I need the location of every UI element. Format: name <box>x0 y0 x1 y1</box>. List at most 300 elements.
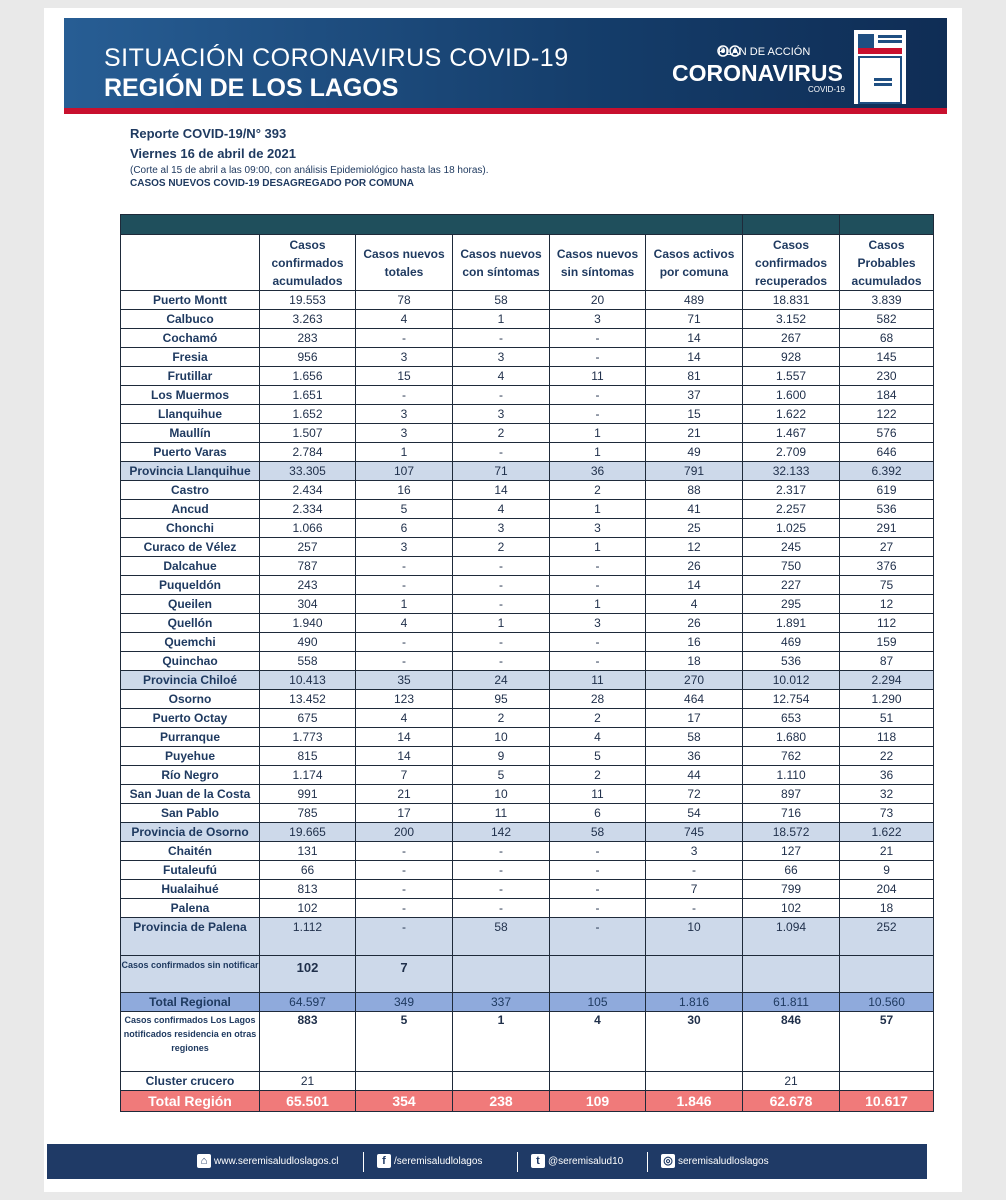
row-label: Provincia de Palena <box>121 918 260 956</box>
table-cell: 102 <box>260 899 356 918</box>
table-cell: 956 <box>260 348 356 367</box>
table-cell: 787 <box>260 557 356 576</box>
header-cell: Casos nuevos totales <box>356 235 453 291</box>
header-banner <box>64 18 947 114</box>
row-label: Provincia de Osorno <box>121 823 260 842</box>
table-cell: 62.678 <box>743 1091 840 1112</box>
table-cell: 16 <box>356 481 453 500</box>
row-label: Río Negro <box>121 766 260 785</box>
table-cell: 7 <box>356 766 453 785</box>
row-label: Total Región <box>121 1091 260 1112</box>
comuna-row <box>121 766 934 785</box>
table-cell: 36 <box>550 462 646 481</box>
row-label: Cluster crucero <box>121 1072 260 1091</box>
table-cell: - <box>550 329 646 348</box>
row-label: San Juan de la Costa <box>121 785 260 804</box>
table-cell: - <box>356 576 453 595</box>
footer-facebook[interactable]: f /seremisaludlolagos <box>377 1154 482 1170</box>
table-cell: 112 <box>840 614 934 633</box>
table-cell <box>743 956 840 993</box>
row-label: Palena <box>121 899 260 918</box>
table-cell: 536 <box>743 652 840 671</box>
table-cell: 66 <box>743 861 840 880</box>
table-cell: 799 <box>743 880 840 899</box>
table-cell: 32.133 <box>743 462 840 481</box>
table-cell: 4 <box>646 595 743 614</box>
table-cell: 68 <box>840 329 934 348</box>
header-cell: Casos nuevos con síntomas <box>453 235 550 291</box>
row-label: Frutillar <box>121 367 260 386</box>
facebook-icon: f <box>377 1154 391 1168</box>
table-cell: 5 <box>550 747 646 766</box>
table-cell: 204 <box>840 880 934 899</box>
table-cell: 1.094 <box>743 918 840 956</box>
table-cell: - <box>356 652 453 671</box>
table-cell: 582 <box>840 310 934 329</box>
table-cell: 270 <box>646 671 743 690</box>
table-cell: 653 <box>743 709 840 728</box>
table-cell: 716 <box>743 804 840 823</box>
table-cell: 267 <box>743 329 840 348</box>
table-cell: 10 <box>453 785 550 804</box>
table-cell: 928 <box>743 348 840 367</box>
table-cell: 2.257 <box>743 500 840 519</box>
comuna-row <box>121 842 934 861</box>
table-cell: 9 <box>453 747 550 766</box>
table-cell: 3.263 <box>260 310 356 329</box>
table-cell: 3 <box>550 310 646 329</box>
table-cell: 7 <box>356 956 453 993</box>
table-cell: 5 <box>356 500 453 519</box>
other-regions-row <box>121 1012 934 1072</box>
table-cell: 3 <box>550 519 646 538</box>
comuna-row <box>121 348 934 367</box>
table-cell: 2 <box>550 709 646 728</box>
header-cell: Casos confirmados recuperados <box>743 235 840 291</box>
table-cell: - <box>356 918 453 956</box>
comuna-row <box>121 633 934 652</box>
table-cell: 464 <box>646 690 743 709</box>
table-cell: 2.784 <box>260 443 356 462</box>
footer-bar <box>47 1144 927 1179</box>
table-cell: 283 <box>260 329 356 348</box>
table-cell: 354 <box>356 1091 453 1112</box>
table-cell: 3 <box>550 614 646 633</box>
table-cell: 536 <box>840 500 934 519</box>
table-cell: 295 <box>743 595 840 614</box>
table-cell: 22 <box>840 747 934 766</box>
comuna-row <box>121 690 934 709</box>
table-cell: 3 <box>453 405 550 424</box>
table-cell: 71 <box>453 462 550 481</box>
footer-instagram[interactable]: ◎ seremisaludloslagos <box>661 1154 769 1170</box>
header-cell: Casos confirmados acumulados <box>260 235 356 291</box>
row-label: Futaleufú <box>121 861 260 880</box>
table-cell: 73 <box>840 804 934 823</box>
table-cell: 12 <box>646 538 743 557</box>
table-cell: 238 <box>453 1091 550 1112</box>
table-cell: 2 <box>453 709 550 728</box>
table-cell: 4 <box>453 500 550 519</box>
table-cell: 991 <box>260 785 356 804</box>
table-cell: 87 <box>840 652 934 671</box>
table-cell: 1.622 <box>743 405 840 424</box>
table-cell: 1 <box>550 595 646 614</box>
table-cell: 2 <box>550 481 646 500</box>
total-region-row <box>121 1091 934 1112</box>
cluster-row <box>121 1072 934 1091</box>
table-cell: - <box>356 899 453 918</box>
comuna-row <box>121 899 934 918</box>
report-date: Viernes 16 de abril de 2021 <box>130 146 296 161</box>
table-cell: 102 <box>743 899 840 918</box>
table-cell: - <box>550 576 646 595</box>
table-cell: 257 <box>260 538 356 557</box>
table-cell: 10 <box>453 728 550 747</box>
table-cell: - <box>453 880 550 899</box>
table-cell: 35 <box>356 671 453 690</box>
table-cell: - <box>453 576 550 595</box>
table-cell: 1.557 <box>743 367 840 386</box>
table-cell: - <box>550 386 646 405</box>
table-cell: - <box>550 861 646 880</box>
table-cell: 11 <box>550 671 646 690</box>
comuna-row <box>121 481 934 500</box>
table-cell: 33.305 <box>260 462 356 481</box>
report-meta <box>130 126 930 189</box>
table-cell: 21 <box>840 842 934 861</box>
table-cell: 6 <box>356 519 453 538</box>
table-cell: 490 <box>260 633 356 652</box>
comuna-row <box>121 367 934 386</box>
comuna-row <box>121 595 934 614</box>
table-cell: 1.174 <box>260 766 356 785</box>
row-label: Hualaihué <box>121 880 260 899</box>
table-cell: - <box>550 405 646 424</box>
table-cell: 1.507 <box>260 424 356 443</box>
table-cell: 28 <box>550 690 646 709</box>
table-cell: 1 <box>453 310 550 329</box>
table-cell: 245 <box>743 538 840 557</box>
table-cell: - <box>453 861 550 880</box>
table-cell: - <box>356 386 453 405</box>
table-cell: 1.467 <box>743 424 840 443</box>
comuna-row <box>121 709 934 728</box>
comuna-row <box>121 652 934 671</box>
table-cell: 36 <box>840 766 934 785</box>
table-cell: 785 <box>260 804 356 823</box>
table-cell: 78 <box>356 291 453 310</box>
table-cell: 619 <box>840 481 934 500</box>
table-cell: - <box>356 329 453 348</box>
table-cell: 26 <box>646 614 743 633</box>
table-cell: 142 <box>453 823 550 842</box>
table-cell: - <box>646 899 743 918</box>
table-cell: 2.334 <box>260 500 356 519</box>
table-cell: 109 <box>550 1091 646 1112</box>
table-cell: 44 <box>646 766 743 785</box>
table-cell: 1 <box>356 595 453 614</box>
table-cell: 846 <box>743 1012 840 1072</box>
table-cell: 3 <box>646 842 743 861</box>
table-cell: 897 <box>743 785 840 804</box>
table-cell: - <box>550 918 646 956</box>
row-label: Llanquihue <box>121 405 260 424</box>
row-label: San Pablo <box>121 804 260 823</box>
table-cell: 118 <box>840 728 934 747</box>
banner-accent-line <box>64 108 947 114</box>
table-cell <box>840 956 934 993</box>
table-cell: 815 <box>260 747 356 766</box>
table-cell: 30 <box>646 1012 743 1072</box>
row-label: Chaitén <box>121 842 260 861</box>
table-cell: 72 <box>646 785 743 804</box>
table-cell: - <box>356 842 453 861</box>
comuna-row <box>121 861 934 880</box>
table-cell: - <box>453 443 550 462</box>
table-cell: - <box>453 329 550 348</box>
row-label: Puerto Octay <box>121 709 260 728</box>
table-cell: 9 <box>840 861 934 880</box>
header-cell: Casos nuevos sin síntomas <box>550 235 646 291</box>
row-label: Puerto Montt <box>121 291 260 310</box>
table-cell: - <box>550 633 646 652</box>
table-cell: 75 <box>840 576 934 595</box>
footer-web[interactable]: ⌂ www.seremisaludloslagos.cl <box>197 1154 339 1170</box>
row-label: Puerto Varas <box>121 443 260 462</box>
table-cell: 1.652 <box>260 405 356 424</box>
report-number: Reporte COVID-19/N° 393 <box>130 126 287 141</box>
table-cell: 750 <box>743 557 840 576</box>
table-cell: 49 <box>646 443 743 462</box>
table-cell: 1 <box>550 538 646 557</box>
table-cell: 58 <box>550 823 646 842</box>
table-cell: 19.553 <box>260 291 356 310</box>
table-cell: 1.651 <box>260 386 356 405</box>
row-label: Castro <box>121 481 260 500</box>
table-cell: 1.025 <box>743 519 840 538</box>
table-cell: 3.839 <box>840 291 934 310</box>
report-page <box>44 8 962 1192</box>
table-cell: 95 <box>453 690 550 709</box>
comuna-row <box>121 424 934 443</box>
row-label: Cochamó <box>121 329 260 348</box>
table-cell: 11 <box>453 804 550 823</box>
comuna-row <box>121 538 934 557</box>
table-cell: 14 <box>646 348 743 367</box>
table-cell: 791 <box>646 462 743 481</box>
province-total-row <box>121 823 934 842</box>
table-cell: 2 <box>453 424 550 443</box>
table-cell: - <box>453 899 550 918</box>
table-cell: 337 <box>453 993 550 1012</box>
brand-title: CORONAVIRUS <box>672 60 843 86</box>
table-cell: 65.501 <box>260 1091 356 1112</box>
table-cell: 2.434 <box>260 481 356 500</box>
banner-title-line1: SITUACIÓN CORONAVIRUS COVID-19 <box>104 44 569 72</box>
table-cell <box>646 956 743 993</box>
table-cell: 10.560 <box>840 993 934 1012</box>
table-cell: 3 <box>356 538 453 557</box>
twitter-icon: t <box>531 1154 545 1168</box>
table-cell: 21 <box>646 424 743 443</box>
table-cell: - <box>550 880 646 899</box>
table-cell: - <box>550 842 646 861</box>
table-cell: 230 <box>840 367 934 386</box>
comuna-row <box>121 614 934 633</box>
row-label: Queilen <box>121 595 260 614</box>
table-cell: - <box>453 595 550 614</box>
table-cell: 6 <box>550 804 646 823</box>
table-cell: 1 <box>453 1012 550 1072</box>
row-label: Quellón <box>121 614 260 633</box>
comuna-row <box>121 557 934 576</box>
table-cell: 1 <box>550 500 646 519</box>
table-cell: 64.597 <box>260 993 356 1012</box>
row-label: Dalcahue <box>121 557 260 576</box>
row-label: Puyehue <box>121 747 260 766</box>
table-cell: 18.831 <box>743 291 840 310</box>
footer-twitter[interactable]: t @seremisalud10 <box>531 1154 623 1170</box>
comuna-row <box>121 880 934 899</box>
table-cell: 145 <box>840 348 934 367</box>
comuna-row <box>121 728 934 747</box>
table-cell: 4 <box>356 310 453 329</box>
table-cell <box>550 956 646 993</box>
table-cell: 14 <box>356 728 453 747</box>
table-cell: 7 <box>646 880 743 899</box>
row-label: Quinchao <box>121 652 260 671</box>
row-label: Casos confirmados sin notificar <box>121 956 260 993</box>
table-cell: - <box>356 557 453 576</box>
table-cell: 15 <box>356 367 453 386</box>
table-cell: 1.066 <box>260 519 356 538</box>
table-cell: 37 <box>646 386 743 405</box>
table-cell: 1.112 <box>260 918 356 956</box>
report-cutoff: (Corte al 15 de abril a las 09:00, con análisis Epidemiológico hasta las 18 horas). <box>130 165 489 176</box>
table-cell: 131 <box>260 842 356 861</box>
row-label: Ancud <box>121 500 260 519</box>
row-label: Fresia <box>121 348 260 367</box>
comuna-row <box>121 329 934 348</box>
table-cell: 41 <box>646 500 743 519</box>
table-cell: 1.816 <box>646 993 743 1012</box>
table-cell: 127 <box>743 842 840 861</box>
comuna-row <box>121 747 934 766</box>
table-cell: 13.452 <box>260 690 356 709</box>
table-cell: 54 <box>646 804 743 823</box>
row-label: Chonchi <box>121 519 260 538</box>
table-cell: 1.290 <box>840 690 934 709</box>
table-cell: 1.773 <box>260 728 356 747</box>
table-cell: 5 <box>356 1012 453 1072</box>
cases-table <box>120 214 934 1112</box>
table-cell: 3 <box>453 348 550 367</box>
table-cell: 25 <box>646 519 743 538</box>
table-cell: 883 <box>260 1012 356 1072</box>
table-cell: 15 <box>646 405 743 424</box>
table-cell: 10 <box>646 918 743 956</box>
table-cell: - <box>453 842 550 861</box>
comuna-row <box>121 785 934 804</box>
comuna-row <box>121 443 934 462</box>
table-cell: 2 <box>550 766 646 785</box>
row-label: Calbuco <box>121 310 260 329</box>
table-cell: 66 <box>260 861 356 880</box>
table-cell: 21 <box>356 785 453 804</box>
table-cell: 122 <box>840 405 934 424</box>
table-cell: 51 <box>840 709 934 728</box>
table-cell: 2.294 <box>840 671 934 690</box>
row-label: Quemchi <box>121 633 260 652</box>
table-cell: 762 <box>743 747 840 766</box>
table-cell: 1 <box>356 443 453 462</box>
table-cell: 71 <box>646 310 743 329</box>
table-cell: 1.110 <box>743 766 840 785</box>
table-cell: 1.600 <box>743 386 840 405</box>
table-cell: - <box>453 633 550 652</box>
row-label: Provincia Chiloé <box>121 671 260 690</box>
comuna-row <box>121 291 934 310</box>
table-cell: 3 <box>453 519 550 538</box>
table-cell: 20 <box>550 291 646 310</box>
table-cell: 3 <box>356 348 453 367</box>
government-seal-logo <box>854 30 906 104</box>
table-cell: 81 <box>646 367 743 386</box>
table-cell: 4 <box>356 614 453 633</box>
table-cell: 227 <box>743 576 840 595</box>
table-cell: 21 <box>743 1072 840 1091</box>
table-cell: 26 <box>646 557 743 576</box>
row-label: Casos confirmados Los Lagos notificados residencia en otras regiones <box>121 1012 260 1072</box>
table-cell: 123 <box>356 690 453 709</box>
table-cell: 1 <box>550 424 646 443</box>
table-cell: 10.617 <box>840 1091 934 1112</box>
table-cell: 107 <box>356 462 453 481</box>
table-cell: 349 <box>356 993 453 1012</box>
table-cell: 17 <box>356 804 453 823</box>
table-cell: 3 <box>356 424 453 443</box>
table-cell: 11 <box>550 785 646 804</box>
table-cell: 4 <box>453 367 550 386</box>
comuna-row <box>121 519 934 538</box>
comuna-row <box>121 500 934 519</box>
row-label: Osorno <box>121 690 260 709</box>
table-cell: 745 <box>646 823 743 842</box>
table-cell: 2.317 <box>743 481 840 500</box>
comuna-row <box>121 386 934 405</box>
table-cell: 469 <box>743 633 840 652</box>
table-cell: 576 <box>840 424 934 443</box>
table-cell: 14 <box>646 576 743 595</box>
table-cell: 105 <box>550 993 646 1012</box>
province-total-row <box>121 462 934 481</box>
table-cell: - <box>550 557 646 576</box>
table-cell: - <box>550 652 646 671</box>
row-label: Los Muermos <box>121 386 260 405</box>
table-cell: 4 <box>550 728 646 747</box>
table-cell: 1 <box>550 443 646 462</box>
table-cell <box>356 1072 453 1091</box>
table-cell: - <box>550 899 646 918</box>
report-subtitle: CASOS NUEVOS COVID-19 DESAGREGADO POR COMUNA <box>130 178 414 189</box>
table-cell: - <box>550 348 646 367</box>
table-cell: 57 <box>840 1012 934 1072</box>
instagram-icon: ◎ <box>661 1154 675 1168</box>
table-cell <box>646 1072 743 1091</box>
table-cell: 489 <box>646 291 743 310</box>
header-cell: Casos Probables acumulados <box>840 235 934 291</box>
